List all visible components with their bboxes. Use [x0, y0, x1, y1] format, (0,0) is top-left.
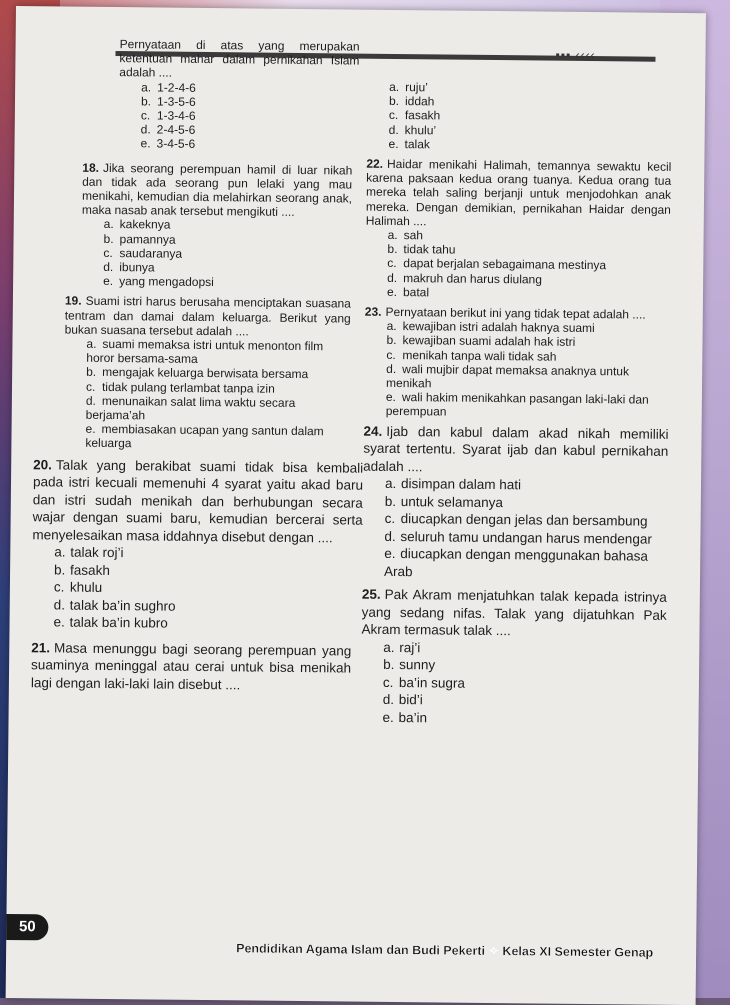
question-23 — [364, 305, 670, 422]
question-20-option-e[interactable]: e. talak ba’in kubro — [53, 614, 168, 631]
question-23-number: 23. — [364, 304, 382, 319]
question-19-option-b[interactable]: b. mengajak keluarga berwisata bersama — [86, 365, 309, 382]
question-20-number: 20. — [33, 456, 53, 473]
book-page — [6, 6, 706, 1005]
question-24 — [362, 422, 669, 583]
question-20-option-b[interactable]: b. fasakh — [54, 562, 110, 578]
question-24-number: 24. — [363, 423, 383, 439]
question-18-number: 18. — [82, 160, 100, 175]
question-23-option-b[interactable]: b. kewajiban suami adalah hak istri — [386, 333, 576, 350]
question-17-option-b[interactable]: b. 1-3-5-6 — [140, 94, 196, 109]
question-22-option-c[interactable]: c. dapat berjalan sebagaimana mestinya — [387, 256, 607, 273]
right-option-a[interactable]: a. ruju’ — [389, 79, 428, 95]
question-22-stem: Haidar menikahi Halimah, temannya sewaktu kecil karena paksaan kedua orang tuanya. Kedua orang tua mereka telah saling berjanji untuk menjodohkan anak mereka. Dengan demikian, pernikahan Haidar dengan Halimah .... — [365, 156, 672, 229]
right-option-b[interactable]: b. iddah — [388, 94, 435, 109]
question-18-option-d[interactable]: d. ibunya — [103, 259, 155, 275]
question-19 — [63, 294, 351, 453]
question-23-option-a[interactable]: a. kewajiban istri adalah haknya suami — [386, 319, 595, 336]
question-21 — [31, 639, 352, 695]
question-25-number: 25. — [361, 586, 381, 603]
question-18-option-e[interactable]: e. yang mengadopsi — [103, 274, 214, 290]
question-24-option-a[interactable]: a. disimpan dalam hati — [384, 476, 522, 493]
question-18-stem: Jika seorang perempuan hamil di luar nikah dan tidak ada seorang pun lelaki yang mau menikahi, kemudian dia melahirkan seorang anak, maka nasab anak tersebut mengikuti .... — [81, 160, 353, 220]
right-option-e[interactable]: e. talak — [388, 136, 431, 152]
book-title-footer: Pendidikan Agama Islam dan Budi Pekerti ✧ Kelas XI Semester Genap — [236, 941, 654, 960]
question-17-option-d[interactable]: d. 2-4-5-6 — [140, 122, 196, 138]
question-17-option-c[interactable]: c. 1-3-4-6 — [140, 108, 196, 123]
right-option-d[interactable]: d. khulu’ — [388, 122, 437, 138]
question-19-stem: Suami istri harus berusaha menciptakan suasana tentram dan damai dalam keluarga. Berikut yang bukan suasana tersebut adalah .... — [64, 294, 351, 339]
question-17-option-a[interactable]: a. 1-2-4-6 — [141, 79, 196, 95]
question-24-option-b[interactable]: b. untuk selamanya — [384, 493, 503, 510]
question-23-stem: Pernyataan berikut ini yang tidak tepat adalah .... — [385, 304, 646, 322]
question-22 — [365, 157, 671, 302]
question-20 — [31, 456, 363, 634]
question-24-option-e[interactable]: e. diucapkan dengan menggunakan bahasa Arab — [384, 546, 649, 579]
question-17 — [118, 37, 359, 153]
question-17-stem: Pernyataan di atas yang merupakan ketentuan mahar dalam pernikahan Islam adalah .... — [119, 37, 360, 81]
left-column — [17, 36, 364, 699]
page-number: 50 — [6, 914, 48, 940]
question-24-option-d[interactable]: d. seluruh tamu undangan harus mendengar — [384, 528, 652, 547]
question-21-number: 21. — [31, 639, 51, 656]
question-20-option-c[interactable]: c. khulu — [53, 579, 103, 596]
question-18-option-c[interactable]: c. saudaranya — [103, 245, 183, 261]
question-19-option-c[interactable]: c. tidak pulang terlambat tanpa izin — [85, 379, 275, 396]
question-21-option-c[interactable]: c. ba’in sugra — [382, 674, 466, 691]
question-20-option-a[interactable]: a. talak roj’i — [54, 544, 124, 561]
question-21-option-a[interactable]: a. raj’i — [383, 639, 421, 655]
question-22-option-a[interactable]: a. sah — [387, 227, 424, 243]
question-18 — [81, 160, 352, 291]
right-option-c[interactable]: c. fasakh — [388, 108, 441, 123]
question-20-option-d[interactable]: d. talak ba’in sughro — [53, 597, 176, 614]
question-19-option-a[interactable]: a. suami memaksa istri untuk menonton film horor bersama-sama — [86, 336, 324, 367]
question-24-stem: Ijab dan kabul dalam akad nikah memiliki syarat tertentu. Syarat ijab dan kabul pernikahan adalah .... — [363, 423, 669, 474]
question-21-option-e[interactable]: e. ba’in — [382, 709, 428, 726]
question-23-option-c[interactable]: c. menikah tanpa wali tidak sah — [386, 347, 557, 364]
question-17-right-options — [367, 80, 673, 154]
question-17-option-e[interactable]: e. 3-4-5-6 — [140, 136, 196, 152]
question-24-option-c[interactable]: c. diucapkan dengan jelas dan bersambung — [384, 511, 648, 529]
question-22-option-d[interactable]: d. makruh dan harus diulang — [387, 270, 543, 287]
question-25 — [360, 586, 666, 729]
question-21-option-d[interactable]: d. bid’i — [382, 692, 423, 708]
question-19-number: 19. — [64, 293, 82, 309]
question-25-stem: Pak Akram menjatuhkan talak kepada istrinya yang sedang nifas. Talak yang dijatuhkan Pak Akram termasuk talak .... — [361, 587, 667, 639]
question-22-option-e[interactable]: e. batal — [386, 284, 430, 300]
question-23-option-e[interactable]: e. wali hakim menikahkan pasangan laki-laki dan perempuan — [385, 390, 649, 419]
question-19-option-d[interactable]: d. menunaikan salat lima waktu secara berjama’ah — [85, 393, 296, 423]
question-18-option-b[interactable]: b. pamannya — [103, 231, 176, 247]
question-22-option-b[interactable]: b. tidak tahu — [387, 242, 456, 257]
question-18-option-a[interactable]: a. kakeknya — [103, 217, 171, 233]
right-column — [360, 80, 672, 733]
question-20-stem: Talak yang berakibat suami tidak bisa kembali pada istri kecuali memenuhi 4 syarat yaitu akad baru dan istri sudah menikah dan berhubungan secara wajar dengan suami baru, kemudian bercerai serta menyelesaikan masa iddahnya disebut dengan .... — [32, 457, 364, 546]
question-22-number: 22. — [366, 156, 384, 171]
question-23-option-d[interactable]: d. wali mujbir dapat memaksa anaknya untuk menikah — [385, 361, 630, 391]
question-21-stem: Masa menunggu bagi seorang perempuan yang suaminya meninggal atau cerai untuk bisa menikah lagi dengan laki-laki lain disebut .... — [30, 640, 352, 693]
question-19-option-e[interactable]: e. membiasakan ucapan yang santun dalam keluarga — [85, 422, 324, 451]
header-ornament: ▪▪▪ ‹‹‹‹ — [555, 47, 596, 63]
question-21-option-b[interactable]: b. sunny — [383, 657, 436, 673]
